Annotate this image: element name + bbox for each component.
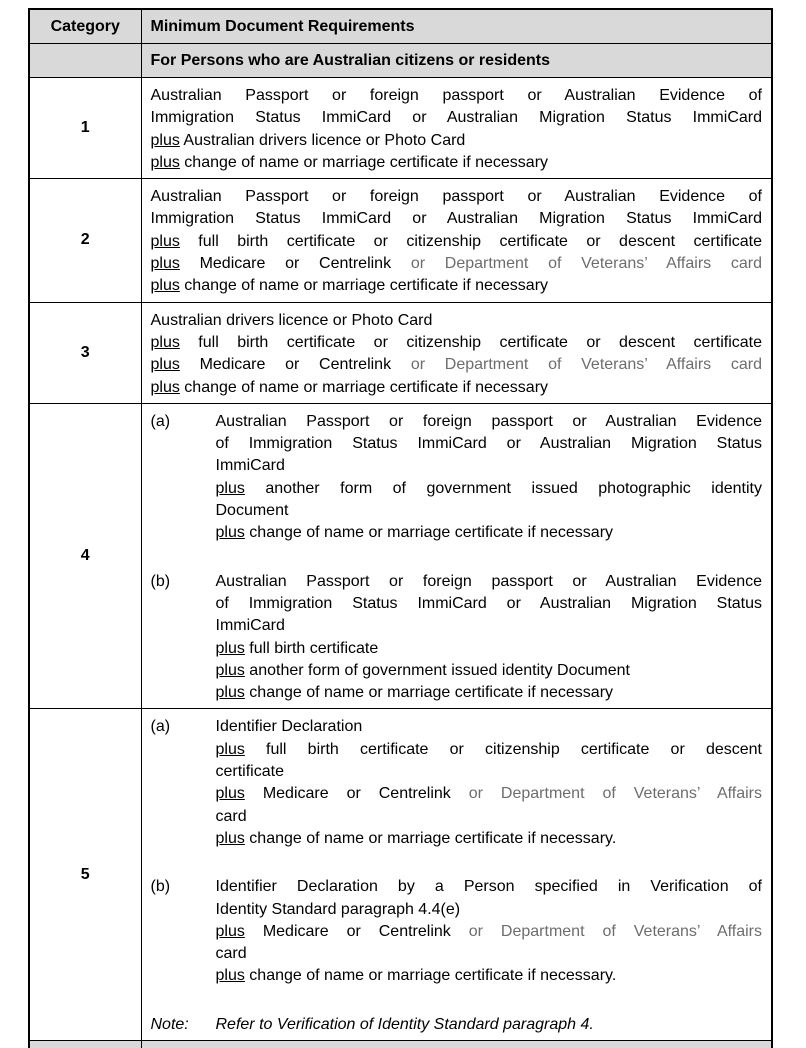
text-segment: ImmiCard xyxy=(215,617,285,635)
table-body xyxy=(29,78,772,1048)
plus-keyword: plus xyxy=(215,479,245,497)
plus-keyword: plus xyxy=(150,153,180,171)
text-segment: Identifier Declaration by a Person specified in Verification of xyxy=(215,878,762,896)
item-label: (b) xyxy=(150,572,171,590)
subheader-empty-cell xyxy=(29,44,141,78)
text-segment: ImmiCard xyxy=(215,457,285,475)
text-segment: Medicare or Centrelink xyxy=(244,922,469,940)
requirement-line xyxy=(216,433,763,455)
plus-keyword: plus xyxy=(215,740,245,758)
category-cell: 2 xyxy=(29,179,141,302)
gray-text-segment: or Department of Veterans’ Affairs xyxy=(468,785,762,803)
text-segment: Identifier Declaration xyxy=(215,718,363,736)
text-segment: of Immigration Status ImmiCard or Australian Migration Status xyxy=(215,435,762,453)
gray-text-segment: or Department of Veterans’ Affairs xyxy=(468,922,762,940)
requirement-line xyxy=(216,943,763,965)
requirement-line xyxy=(216,739,763,761)
text-segment: change of name or marriage certificate if necessary xyxy=(244,684,614,702)
requirement-line xyxy=(151,186,763,208)
requirement-line xyxy=(151,275,763,297)
text-segment: Australian Passport or foreign passport or Australian Evidence xyxy=(215,572,762,590)
requirement-line xyxy=(216,965,763,987)
plus-keyword: plus xyxy=(215,967,245,985)
plus-keyword: plus xyxy=(215,639,245,657)
requirement-line xyxy=(216,899,763,921)
requirement-line xyxy=(216,593,763,615)
text-segment: change of name or marriage certificate if necessary. xyxy=(244,829,617,847)
subheader-row xyxy=(29,44,772,78)
requirement-line xyxy=(216,478,763,500)
item-label: (a) xyxy=(150,412,171,430)
text-segment: Australian Passport or foreign passport or Australian Evidence of xyxy=(150,87,762,104)
text-segment: Immigration Status ImmiCard or Australian Migration Status ImmiCard xyxy=(150,109,762,127)
requirement-line xyxy=(216,761,763,783)
requirement-line xyxy=(216,783,763,805)
requirements-cell xyxy=(141,403,772,709)
requirement-block xyxy=(151,186,763,297)
requirements-column-header: Minimum Document Requirements xyxy=(141,9,772,44)
requirement-line xyxy=(151,107,763,129)
requirement-block xyxy=(151,876,763,987)
plus-keyword: plus xyxy=(150,277,180,295)
text-segment: full birth certificate or citizenship certificate or descent certificate xyxy=(179,232,762,250)
requirement-line xyxy=(216,638,763,660)
gray-text-segment: or Department of Veterans’ Affairs card xyxy=(410,356,762,374)
text-segment: Australian drivers licence or Photo Card xyxy=(179,131,466,149)
requirement-line xyxy=(151,152,763,174)
plus-keyword: plus xyxy=(215,922,245,940)
text-segment: of Immigration Status ImmiCard or Australian Migration Status xyxy=(215,594,762,612)
item-label: (a) xyxy=(150,718,171,736)
plus-keyword: plus xyxy=(215,524,245,542)
plus-keyword: plus xyxy=(150,131,180,149)
requirement-line xyxy=(151,130,763,152)
plus-keyword: plus xyxy=(215,785,245,803)
header-row xyxy=(29,9,772,44)
plus-keyword: plus xyxy=(215,684,245,702)
text-segment: certificate xyxy=(215,763,284,781)
text-segment: full birth certificate or citizenship certificate or descent certificate xyxy=(179,333,762,351)
category-cell: 4 xyxy=(29,403,141,709)
plus-keyword: plus xyxy=(150,356,180,374)
table-row xyxy=(29,403,772,709)
requirement-line xyxy=(216,411,763,433)
requirement-line xyxy=(151,310,763,332)
category-cell: 3 xyxy=(29,302,141,403)
text-segment: change of name or marriage certificate if necessary xyxy=(244,524,614,542)
requirement-line xyxy=(216,1014,763,1036)
requirement-line xyxy=(216,660,763,682)
text-segment: Medicare or Centrelink xyxy=(179,356,411,374)
text-segment: Identity Standard paragraph 4.4(e) xyxy=(215,900,461,918)
requirement-line xyxy=(151,85,763,107)
text-segment: change of name or marriage certificate if necessary. xyxy=(244,967,617,985)
requirement-block xyxy=(151,85,763,174)
requirement-line xyxy=(216,615,763,637)
table-row xyxy=(29,179,772,302)
plus-keyword: plus xyxy=(215,661,245,679)
item-label: Note: xyxy=(150,1015,189,1033)
plus-keyword: plus xyxy=(215,829,245,847)
requirement-line xyxy=(216,876,763,898)
text-segment: Medicare or Centrelink xyxy=(179,255,411,273)
requirement-line xyxy=(216,806,763,828)
plus-keyword: plus xyxy=(150,232,180,250)
text-segment: Australian Passport or foreign passport or Australian Evidence xyxy=(215,412,762,430)
text-segment: Refer to Verification of Identity Standard paragraph 4. xyxy=(215,1015,594,1033)
requirement-line xyxy=(151,208,763,230)
requirement-block xyxy=(151,571,763,705)
text-segment: change of name or marriage certificate if necessary xyxy=(179,277,549,295)
text-segment: Medicare or Centrelink xyxy=(244,785,469,803)
requirement-line xyxy=(216,522,763,544)
category-cell: 5 xyxy=(29,709,141,1041)
requirement-block xyxy=(151,716,763,850)
table-row xyxy=(29,78,772,179)
text-segment: card xyxy=(215,945,247,963)
requirements-cell xyxy=(141,78,772,179)
requirement-line xyxy=(216,921,763,943)
text-segment: change of name or marriage certificate if necessary xyxy=(179,153,549,171)
table-row xyxy=(29,302,772,403)
text-segment: Immigration Status ImmiCard or Australian Migration Status ImmiCard xyxy=(150,210,762,228)
requirement-line xyxy=(216,455,763,477)
requirement-line xyxy=(216,571,763,593)
text-segment: full birth certificate or citizenship certificate or descent xyxy=(244,740,762,758)
subheader-cell: For Persons who are Australian citizens or residents xyxy=(141,44,772,78)
requirement-line xyxy=(151,332,763,354)
text-segment: Document xyxy=(215,502,289,520)
text-segment: another form of government issued identity Document xyxy=(244,661,630,679)
requirement-line xyxy=(216,828,763,850)
category-column-header: Category xyxy=(29,9,141,44)
requirement-line xyxy=(151,253,763,275)
gray-text-segment: or Department of Veterans’ Affairs card xyxy=(410,255,762,273)
requirement-line xyxy=(216,716,763,738)
requirement-line xyxy=(151,231,763,253)
text-segment: card xyxy=(215,807,247,825)
requirements-cell xyxy=(141,1040,772,1048)
text-segment: full birth certificate xyxy=(244,639,379,657)
category-cell xyxy=(29,1040,141,1048)
category-cell: 1 xyxy=(29,78,141,179)
requirement-line xyxy=(216,500,763,522)
plus-keyword: plus xyxy=(150,333,180,351)
next-section-row-partial xyxy=(29,1040,772,1048)
requirements-cell xyxy=(141,302,772,403)
text-segment: Australian drivers licence or Photo Card xyxy=(150,311,433,329)
requirement-line xyxy=(216,682,763,704)
text-segment: change of name or marriage certificate if necessary xyxy=(179,378,549,396)
requirements-cell xyxy=(141,179,772,302)
requirement-line xyxy=(151,377,763,399)
requirement-block xyxy=(151,411,763,545)
text-segment: Australian Passport or foreign passport or Australian Evidence of xyxy=(150,188,762,206)
note-block xyxy=(151,1014,763,1036)
minimum-document-requirements-table xyxy=(28,8,773,1048)
table-row xyxy=(29,709,772,1041)
item-label: (b) xyxy=(150,878,171,896)
plus-keyword: plus xyxy=(150,378,180,396)
plus-keyword: plus xyxy=(150,255,180,273)
requirements-cell xyxy=(141,709,772,1041)
text-segment: another form of government issued photographic identity xyxy=(244,479,762,497)
requirement-line xyxy=(151,354,763,376)
requirement-block xyxy=(151,310,763,399)
